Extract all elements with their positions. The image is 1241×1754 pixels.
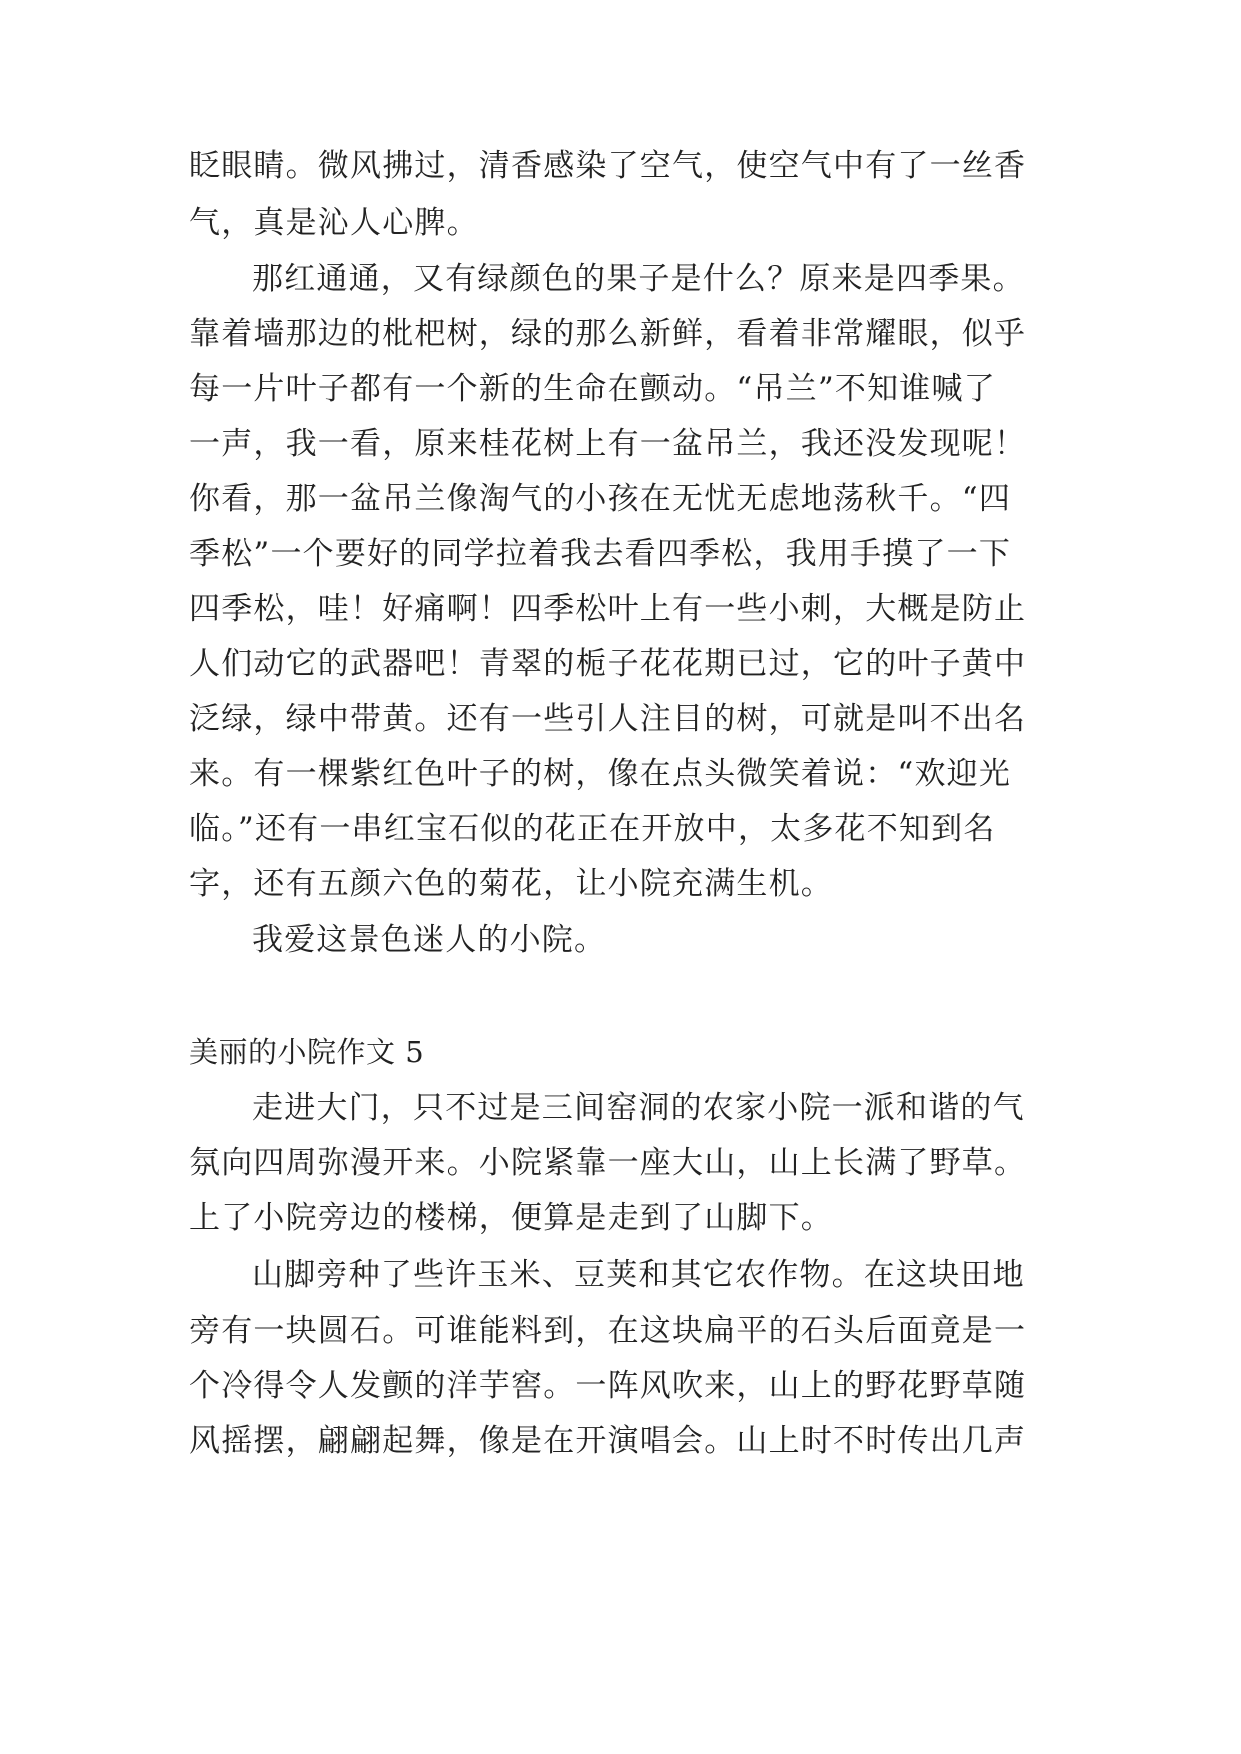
paragraph-line: 风摇摆，翩翩起舞，像是在开演唱会。山上时不时传出几声: [189, 1423, 1027, 1459]
paragraph-line: 个冷得令人发颤的洋芋窖。一阵风吹来，山上的野花野草随: [189, 1368, 1027, 1404]
paragraph-line: 一声，我一看，原来桂花树上有一盆吊兰，我还没发现呢！: [189, 426, 1027, 462]
paragraph-line: 四季松，哇！好痛啊！四季松叶上有一些小刺，大概是防止: [189, 591, 1027, 627]
paragraph-line: 人们动它的武器吧！青翠的栀子花花期已过，它的叶子黄中: [189, 646, 1027, 682]
paragraph-line: 眨眼睛。微风拂过，清香感染了空气，使空气中有了一丝香: [189, 148, 1027, 184]
paragraph-line: 上了小院旁边的楼梯，便算是走到了山脚下。: [189, 1200, 833, 1236]
paragraph-line: 每一片叶子都有一个新的生命在颤动。“吊兰”不知谁喊了: [189, 371, 996, 407]
paragraph-line: 字，还有五颜六色的菊花，让小院充满生机。: [189, 866, 833, 902]
paragraph-line: 走进大门，只不过是三间窑洞的农家小院一派和谐的气: [252, 1090, 1025, 1126]
paragraph-line: 来。有一棵紫红色叶子的树，像在点头微笑着说：“欢迎光: [189, 756, 1012, 792]
paragraph-line: 泛绿，绿中带黄。还有一些引人注目的树，可就是叫不出名: [189, 701, 1027, 737]
paragraph-line: 临。”还有一串红宝石似的花正在开放中，太多花不知到名: [189, 811, 996, 847]
paragraph-line: 旁有一块圆石。可谁能料到，在这块扁平的石头后面竟是一: [189, 1313, 1027, 1349]
paragraph-line: 氛向四周弥漫开来。小院紧靠一座大山，山上长满了野草。: [189, 1145, 1027, 1181]
paragraph-line: 山脚旁种了些许玉米、豆荚和其它农作物。在这块田地: [252, 1257, 1025, 1293]
paragraph-line: 靠着墙那边的枇杷树，绿的那么新鲜，看着非常耀眼，似乎: [189, 316, 1027, 352]
paragraph-line: 季松”一个要好的同学拉着我去看四季松，我用手摸了一下: [189, 536, 1012, 572]
paragraph-line: 气，真是沁人心脾。: [189, 205, 479, 241]
paragraph-line: 我爱这景色迷人的小院。: [252, 922, 607, 958]
section-heading: 美丽的小院作文 5: [189, 1035, 425, 1069]
paragraph-line: 你看，那一盆吊兰像淘气的小孩在无忧无虑地荡秋千。“四: [189, 481, 1012, 517]
paragraph-line: 那红通通，又有绿颜色的果子是什么？原来是四季果。: [252, 261, 1025, 297]
